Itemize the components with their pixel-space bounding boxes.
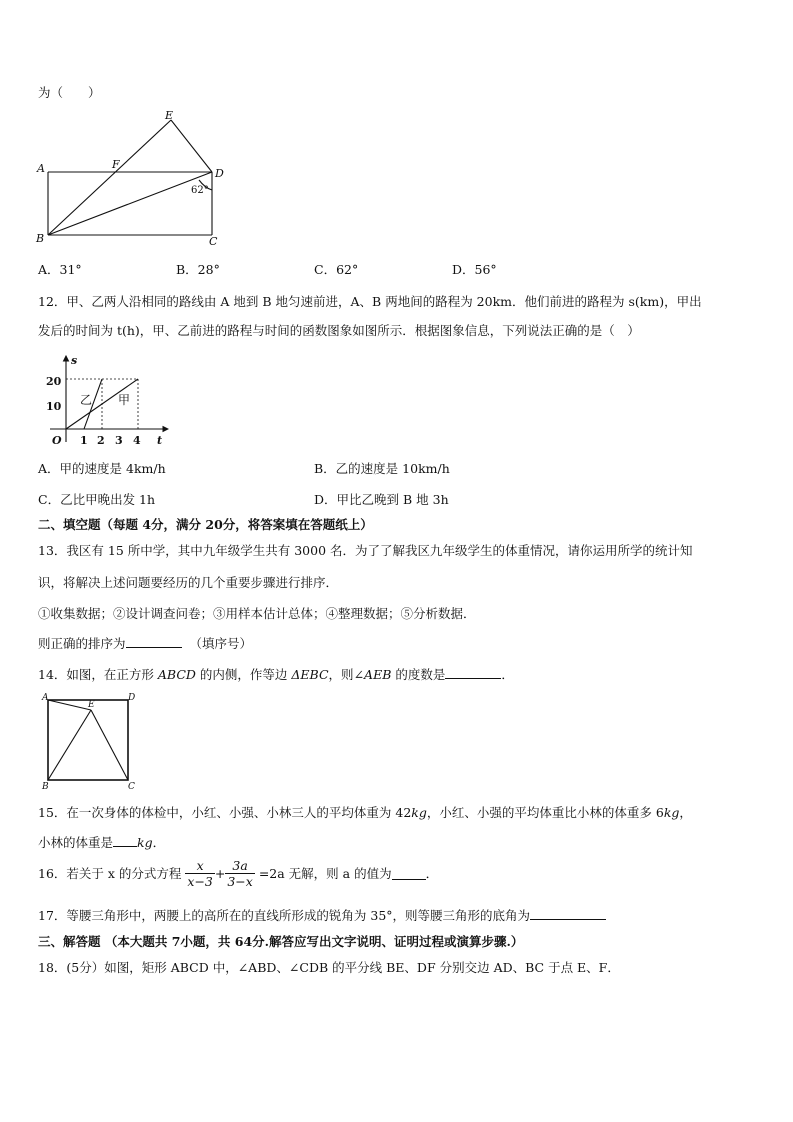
q14-aeb: ∠AEB: [353, 667, 392, 682]
q14-text-c: ，则: [328, 667, 354, 682]
q14-figure: [38, 690, 142, 792]
diagonal-bd: [48, 172, 212, 235]
q12-line-1: 12．甲、乙两人沿相同的路线由 A 地到 B 地匀速前进，A、B 两地间的路程为 20km．他们前进的路程为 s(km)，甲出: [38, 294, 702, 309]
q13-answer-line: [38, 634, 252, 652]
section-2-title: 二、填空题（每题 4分，满分 20分，将答案填在答题纸上）: [38, 517, 373, 532]
q15-line-2: [38, 833, 165, 851]
q13-line-1: 13．我区有 15 所中学，其中九年级学生共有 3000 名．为了了解我区九年级学生的体重情况，请你运用所学的统计知: [38, 543, 693, 558]
q11-option-a: A．31°: [38, 262, 82, 277]
q14-ebc: ΔEBC: [291, 667, 329, 682]
q14-answer-blank[interactable]: [445, 666, 501, 679]
q16-text-b: =2a 无解，则 a 的值为: [258, 866, 392, 881]
q14-abcd: ABCD: [157, 667, 196, 682]
q16-plus: +: [214, 866, 226, 881]
segment-ec: [91, 710, 128, 780]
q12-graph: [40, 352, 180, 450]
square-abcd: [48, 700, 128, 780]
q18-line: 18．(5分）如图，矩形 ABCD 中，∠ABD、∠CDB 的平分线 BE、DF 分别交边 AD、BC 于点 E、F．: [38, 960, 620, 975]
segment-be: [48, 120, 171, 235]
series-label-yi: 乙: [80, 393, 93, 407]
q17-line: [38, 906, 606, 924]
q15-line1-c: ，: [679, 805, 692, 820]
axis-label-t: t: [157, 434, 163, 447]
q16-f2-den: 3−x: [227, 874, 253, 889]
q15-line2-b: ．: [152, 835, 166, 850]
section-3-title: 三、解答题 （本大题共 7小题，共 64分.解答应写出文字说明、证明过程或演算步骤.）: [38, 934, 524, 949]
q15-kg-2: kg: [663, 805, 680, 820]
axis-label-s: s: [71, 354, 78, 367]
q13-answer-suffix: （填序号）: [189, 636, 252, 651]
x-tick-4: 4: [133, 434, 141, 447]
q14-text-a: 14．如图，在正方形: [38, 667, 154, 682]
q11-stem-tail: 为（ ）: [38, 85, 101, 100]
q12-option-d: D．甲比乙晚到 B 地 3h: [314, 492, 449, 507]
q13-steps: ①收集数据；②设计调查问卷；③用样本估计总体；④整理数据；⑤分析数据．: [38, 606, 476, 621]
q16-answer-blank[interactable]: [392, 867, 426, 880]
q17-text: 17．等腰三角形中，两腰上的高所在的直线所形成的锐角为 35°，则等腰三角形的底角为: [38, 908, 531, 923]
label-a: A: [37, 162, 45, 175]
q15-answer-blank[interactable]: [113, 834, 137, 847]
q15-kg-3: kg: [137, 835, 153, 850]
q14-label-b: B: [42, 782, 49, 792]
x-tick-1: 1: [80, 434, 88, 447]
q12-option-c: C．乙比甲晚出发 1h: [38, 492, 156, 507]
q15-line2-a: 小林的体重是: [38, 835, 114, 850]
q12-option-a: A．甲的速度是 4km/h: [38, 461, 166, 476]
q14-text-d: 的度数是: [395, 667, 446, 682]
q16-f1-den: x−3: [187, 874, 213, 889]
q16-text-a: 16．若关于 x 的分式方程: [38, 866, 182, 881]
q15-line-1: [38, 803, 692, 821]
q15-kg-1: kg: [411, 805, 427, 820]
label-c: C: [209, 235, 218, 248]
q14-label-e: E: [88, 700, 95, 710]
series-label-jia: 甲: [118, 393, 131, 407]
label-e: E: [165, 109, 174, 122]
q14-label-c: C: [128, 782, 135, 792]
label-b: B: [36, 232, 45, 245]
q12-line-2: 发后的时间为 t(h)，甲、乙前进的路程与时间的函数图象如图所示．根据图象信息，下列说法正确的是（ ）: [38, 323, 640, 338]
angle-62-label: 62°: [191, 185, 209, 196]
q11-option-b: B．28°: [176, 262, 220, 277]
q13-answer-prefix: 则正确的排序为: [38, 636, 126, 651]
q14-text-end: ．: [501, 667, 514, 682]
q14-text-b: 的内侧，作等边: [199, 667, 288, 682]
segment-eb: [48, 710, 91, 780]
label-d: D: [215, 167, 224, 180]
q11-figure: [34, 104, 234, 252]
q15-line1-a: 15．在一次身体的体检中，小红、小强、小林三人的平均体重为 42: [38, 805, 412, 820]
q14-label-a: A: [42, 693, 49, 703]
q13-line-2: 识，将解决上述问题要经历的几个重要步骤进行排序．: [38, 575, 339, 590]
q14-line: [38, 665, 514, 683]
segment-ed: [171, 120, 212, 172]
label-f: F: [112, 158, 120, 171]
q14-label-d: D: [128, 693, 136, 703]
q16-fraction-1: [185, 858, 214, 889]
q15-line1-b: ，小红、小强的平均体重比小林的体重多 6: [426, 805, 664, 820]
q12-option-b: B．乙的速度是 10km/h: [314, 461, 450, 476]
x-tick-3: 3: [115, 434, 123, 447]
y-tick-20: 20: [46, 375, 62, 388]
segment-ae: [48, 700, 91, 710]
q11-option-d: D．56°: [452, 262, 497, 277]
q16-line: [38, 858, 438, 889]
y-tick-10: 10: [46, 400, 62, 413]
x-tick-2: 2: [97, 434, 105, 447]
q16-text-end: ．: [425, 866, 439, 881]
q16-fraction-2: [225, 858, 254, 889]
q17-answer-blank[interactable]: [530, 907, 606, 920]
q16-f2-num: 3a: [225, 858, 254, 874]
q16-f1-num: x: [185, 858, 214, 874]
origin-label: O: [52, 434, 62, 447]
q13-answer-blank[interactable]: [126, 635, 182, 648]
q11-option-c: C．62°: [314, 262, 359, 277]
